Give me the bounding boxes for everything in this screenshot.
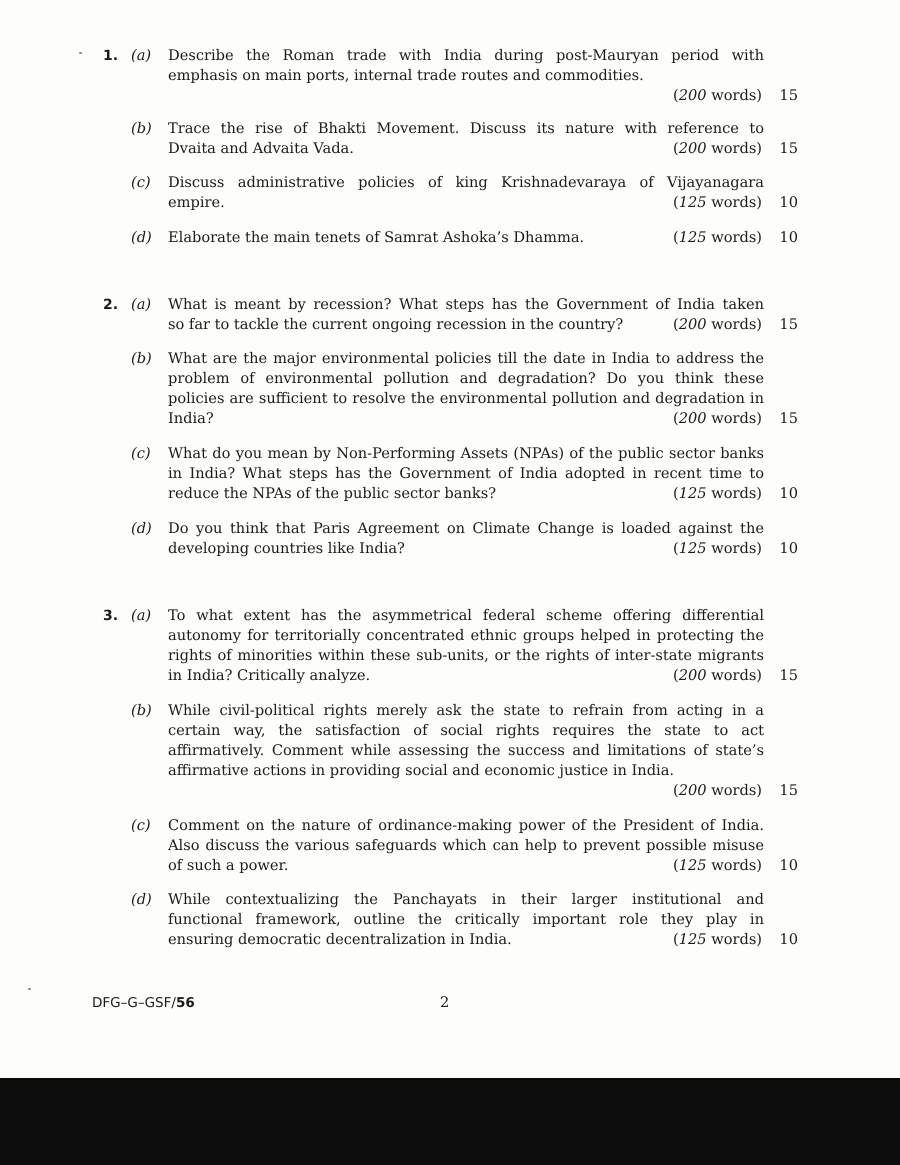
question-text-line: Describe the Roman trade with India during post-Mauryan period with [168,47,764,64]
question-number: 3. [103,608,119,624]
question-text-line: Trace the rise of Bhakti Movement. Discuss its nature with reference to [168,120,764,137]
marks-value: 10 [779,485,798,502]
word-limit [673,228,762,248]
part-label: (c) [131,445,151,462]
word-limit-number: 125 [678,931,707,948]
marks-value: 15 [779,667,798,684]
paper-code-prefix: DFG–G–GSF/ [92,995,176,1011]
question-text-line: What are the major environmental policies till the date in India to address the [168,350,764,367]
word-limit-number: 200 [678,316,707,333]
question-text-line: Discuss administrative policies of king Krishnadevaraya of Vijayanagara [168,174,764,191]
word-limit-open: ( [673,667,679,684]
word-limit-open: ( [673,410,679,427]
word-limit [673,484,762,504]
word-limit-open: ( [673,140,679,157]
word-limit-open: ( [673,194,679,211]
word-limit-suffix: words) [711,485,762,502]
question-text-line: affirmatively. Comment while assessing the success and limitations of state’s [168,742,764,759]
marks-value: 15 [779,410,798,427]
part-label: (a) [131,296,152,313]
question-text-line: Dvaita and Advaita Vada. [168,140,354,157]
page-number: 2 [440,994,450,1011]
marks-value: 15 [779,140,798,157]
question-text-line: While contextualizing the Panchayats in their larger institutional and [168,891,764,908]
part-label: (b) [131,120,152,137]
word-limit-suffix: words) [711,931,762,948]
word-limit-number: 125 [678,540,707,557]
scan-speck [79,52,82,54]
word-limit [673,139,762,159]
word-limit [673,193,762,213]
question-text-line: empire. [168,194,225,211]
paper-code [92,993,195,1013]
marks-value: 15 [779,87,798,104]
word-limit-number: 200 [678,87,707,104]
word-limit [673,86,762,106]
question-text-line: rights of minorities within these sub-units, or the rights of inter-state migrants [168,647,764,664]
marks-value: 15 [779,316,798,333]
word-limit [673,409,762,429]
part-label: (d) [131,229,152,246]
marks-value: 10 [779,194,798,211]
word-limit [673,315,762,335]
paper-code-number: 56 [175,995,195,1011]
part-label: (c) [131,817,151,834]
word-limit-suffix: words) [711,857,762,874]
question-text-line: Do you think that Paris Agreement on Climate Change is loaded against the [168,520,764,537]
part-label: (d) [131,520,152,537]
question-number: 1. [103,48,119,64]
marks-value: 10 [779,540,798,557]
scan-speck [28,988,31,990]
question-text-line: Comment on the nature of ordinance-making power of the President of India. [168,817,764,834]
word-limit-open: ( [673,857,679,874]
question-text-line: While civil-political rights merely ask the state to refrain from acting in a [168,702,764,719]
word-limit-open: ( [673,931,679,948]
word-limit-number: 125 [678,857,707,874]
word-limit-suffix: words) [711,229,762,246]
question-text-line: Elaborate the main tenets of Samrat Ashoka’s Dhamma. [168,229,585,246]
question-text-line: problem of environmental pollution and degradation? Do you think these [168,370,764,387]
word-limit-suffix: words) [711,87,762,104]
marks-value: 10 [779,931,798,948]
word-limit-open: ( [673,782,679,799]
part-label: (a) [131,47,152,64]
question-text-line: in India? What steps has the Government of India adopted in recent time to [168,465,764,482]
question-text-line: functional framework, outline the critically important role they play in [168,911,764,928]
part-label: (b) [131,350,152,367]
word-limit-suffix: words) [711,540,762,557]
word-limit [673,930,762,950]
question-text-line: in India? Critically analyze. [168,667,371,684]
word-limit [673,666,762,686]
question-number: 2. [103,297,119,313]
question-text-line: What do you mean by Non-Performing Assets (NPAs) of the public sector banks [168,445,764,462]
part-label: (a) [131,607,152,624]
word-limit-suffix: words) [711,410,762,427]
word-limit-number: 200 [678,667,707,684]
part-label: (d) [131,891,152,908]
word-limit-suffix: words) [711,667,762,684]
word-limit-open: ( [673,229,679,246]
word-limit-number: 125 [678,194,707,211]
question-text-line: emphasis on main ports, internal trade routes and commodities. [168,67,644,84]
question-text-line: To what extent has the asymmetrical federal scheme offering differential [168,607,764,624]
word-limit-open: ( [673,316,679,333]
part-label: (c) [131,174,151,191]
question-text-line: affirmative actions in providing social and economic justice in India. [168,762,675,779]
marks-value: 10 [779,229,798,246]
word-limit-number: 125 [678,485,707,502]
word-limit-number: 200 [678,410,707,427]
word-limit-suffix: words) [711,140,762,157]
question-text-line: What is meant by recession? What steps has the Government of India taken [168,296,764,313]
question-text-line: autonomy for territorially concentrated ethnic groups helped in protecting the [168,627,764,644]
word-limit-suffix: words) [711,194,762,211]
question-text-line: policies are sufficient to resolve the environmental pollution and degradation in [168,390,764,407]
question-text-line: India? [168,410,214,427]
word-limit-number: 125 [678,229,707,246]
part-label: (b) [131,702,152,719]
question-text-line: Also discuss the various safeguards which can help to prevent possible misuse [168,837,764,854]
question-text-line: ensuring democratic decentralization in India. [168,931,512,948]
word-limit-suffix: words) [711,316,762,333]
question-text-line: reduce the NPAs of the public sector banks? [168,485,497,502]
word-limit-open: ( [673,485,679,502]
marks-value: 10 [779,857,798,874]
word-limit [673,539,762,559]
word-limit [673,781,762,801]
question-text-line: certain way, the satisfaction of social rights requires the state to act [168,722,764,739]
word-limit-number: 200 [678,782,707,799]
question-text-line: of such a power. [168,857,289,874]
word-limit-open: ( [673,87,679,104]
marks-value: 15 [779,782,798,799]
word-limit-suffix: words) [711,782,762,799]
scanner-dark-band [0,1078,900,1165]
question-text-line: so far to tackle the current ongoing recession in the country? [168,316,624,333]
word-limit [673,856,762,876]
word-limit-number: 200 [678,140,707,157]
question-text-line: developing countries like India? [168,540,405,557]
word-limit-open: ( [673,540,679,557]
